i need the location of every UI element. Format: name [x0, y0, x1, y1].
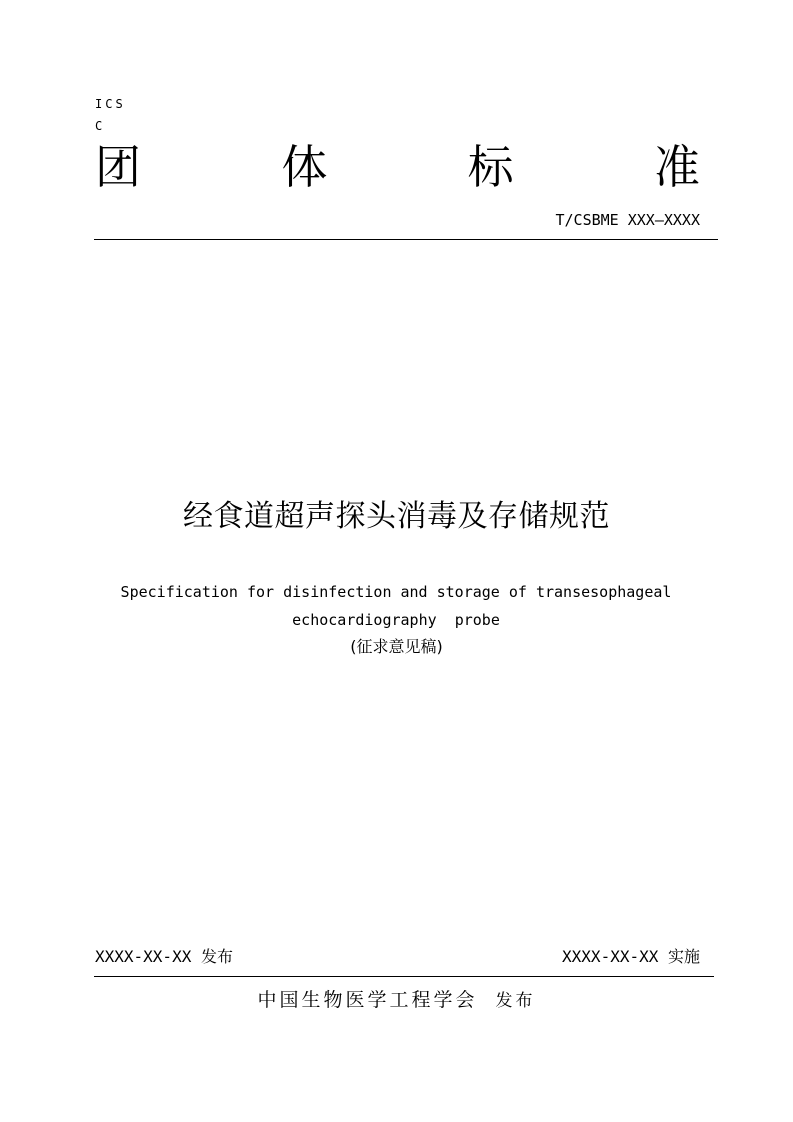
header-divider — [94, 239, 718, 240]
publisher-name: 中国生物医学工程学会 — [257, 989, 478, 1011]
document-title-en-line1: Specification for disinfection and storage of transesophageal — [120, 583, 672, 601]
document-title-en — [96, 578, 696, 634]
standard-type-heading — [95, 140, 700, 194]
document-title-zh: 经食道超声探头消毒及存储规范 — [183, 499, 610, 534]
footer-divider — [94, 976, 714, 977]
issue-date: XXXX-XX-XX 发布 — [95, 947, 233, 966]
standard-type-char: 准 — [653, 140, 700, 194]
standard-number: T/CSBME XXX—XXXX — [555, 211, 700, 229]
effective-date: XXXX-XX-XX 实施 — [562, 947, 700, 966]
publish-verb: 发布 — [495, 991, 536, 1011]
standard-type-char: 标 — [467, 140, 514, 194]
standard-type-char: 团 — [95, 140, 141, 194]
draft-status-note: (征求意见稿) — [350, 637, 443, 656]
document-title-en-line2: echocardiography probe — [292, 611, 500, 629]
classification-code: C — [95, 119, 103, 133]
ics-code: ICS — [95, 97, 126, 111]
standard-type-char: 体 — [281, 140, 328, 194]
publisher-line — [0, 987, 793, 1014]
